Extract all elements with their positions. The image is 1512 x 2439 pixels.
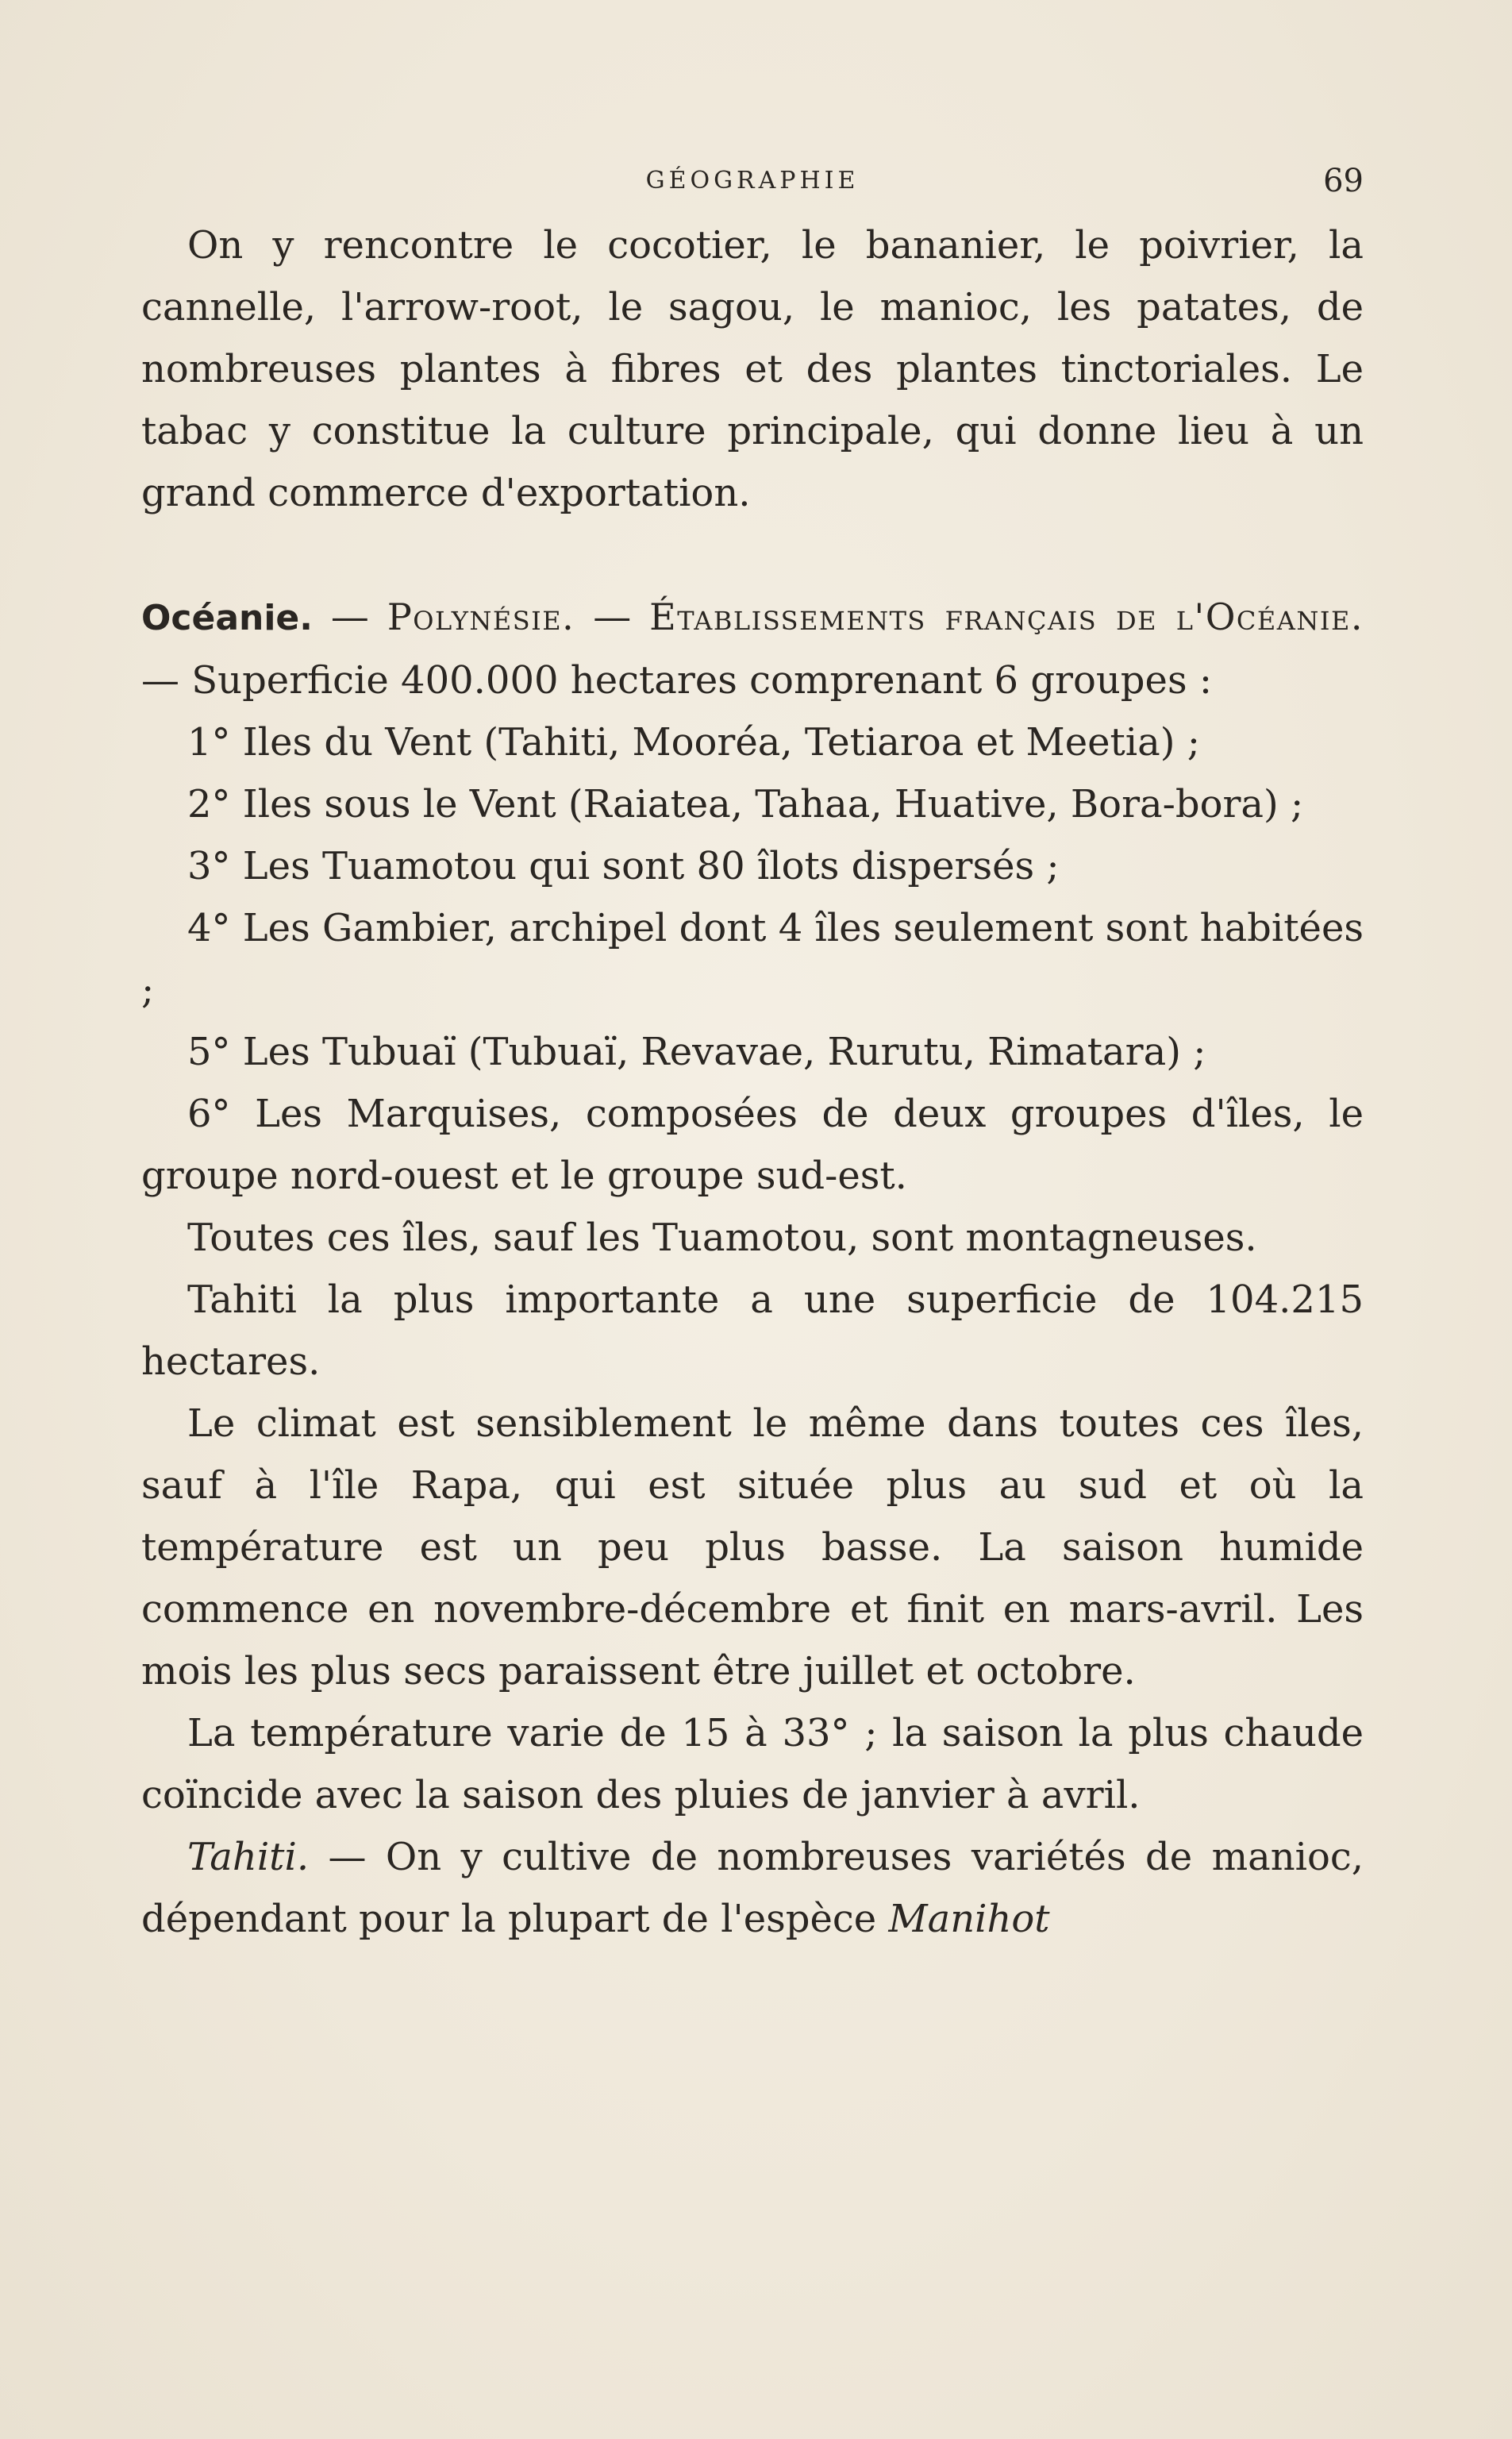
group-item: 6° Les Marquises, composées de deux groupes d'îles, le groupe nord-ouest et le groupe sud-est. — [141, 1092, 1364, 1198]
paragraph-temperature: La température varie de 15 à 33° ; la saison la plus chaude coïncide avec la saison des pluies de janvier à avril. — [141, 1711, 1364, 1817]
species-name: Manihot — [888, 1897, 1050, 1941]
page-header — [141, 157, 1364, 205]
section-text: Superficie 400.000 hectares comprenant 6 groupes : — [191, 658, 1212, 703]
group-item: 1° Iles du Vent (Tahiti, Mooréa, Tetiaroa et Meetia) ; — [187, 720, 1200, 765]
section-establishment: Établissements français de l'Océanie. — [649, 595, 1364, 638]
group-item: 3° Les Tuamotou qui sont 80 îlots dispersés ; — [187, 844, 1060, 888]
running-head: GÉOGRAPHIE — [645, 167, 860, 195]
paragraph-mountains: Toutes ces îles, sauf les Tuamotou, sont montagneuses. — [187, 1216, 1257, 1260]
section-subheading: Polynésie. — [387, 595, 575, 638]
tahiti-text: On y cultive de nombreuses variétés de manioc, dépendant pour la plupart de l'espèce — [141, 1835, 1364, 1941]
section-heading: Océanie. — [141, 598, 313, 638]
section-oceanie — [141, 586, 1364, 711]
body-text — [141, 214, 1364, 1950]
paragraph-climate: Le climat est sensiblement le même dans toutes ces îles, sauf à l'île Rapa, qui est située plus au sud et où la température est un peu plus basse. La saison humide commence en novembre-décembre et finit en mars-avril. Les mois les plus secs paraissent être juillet et octobre. — [141, 1401, 1364, 1693]
group-item: 4° Les Gambier, archipel dont 4 îles seulement sont habitées ; — [141, 906, 1364, 1012]
group-item: 5° Les Tubuaï (Tubuaï, Revavae, Rurutu, Rimatara) ; — [187, 1030, 1206, 1074]
section-dash-2: — — [575, 595, 650, 639]
group-item: 2° Iles sous le Vent (Raiatea, Tahaa, Huative, Bora-bora) ; — [187, 782, 1304, 826]
paragraph-tahiti-manioc — [141, 1826, 1364, 1950]
paragraph-tahiti-area: Tahiti la plus importante a une superficie de 104.215 hectares. — [141, 1277, 1364, 1384]
tahiti-dash: — — [309, 1835, 386, 1879]
paragraph-crops: On y rencontre le cocotier, le bananier, le poivrier, la cannelle, l'arrow-root, le sagou, le manioc, les patates, de nombreuses plantes à fibres et des plantes tinctoriales. Le tabac y constitue la culture principale, qui donne lieu à un grand commerce d'exportation. — [141, 223, 1364, 515]
section-dash-3: — — [141, 658, 192, 703]
section-dash-1: — — [312, 595, 387, 639]
page-number: 69 — [1323, 163, 1364, 199]
tahiti-title: Tahiti. — [187, 1835, 310, 1879]
